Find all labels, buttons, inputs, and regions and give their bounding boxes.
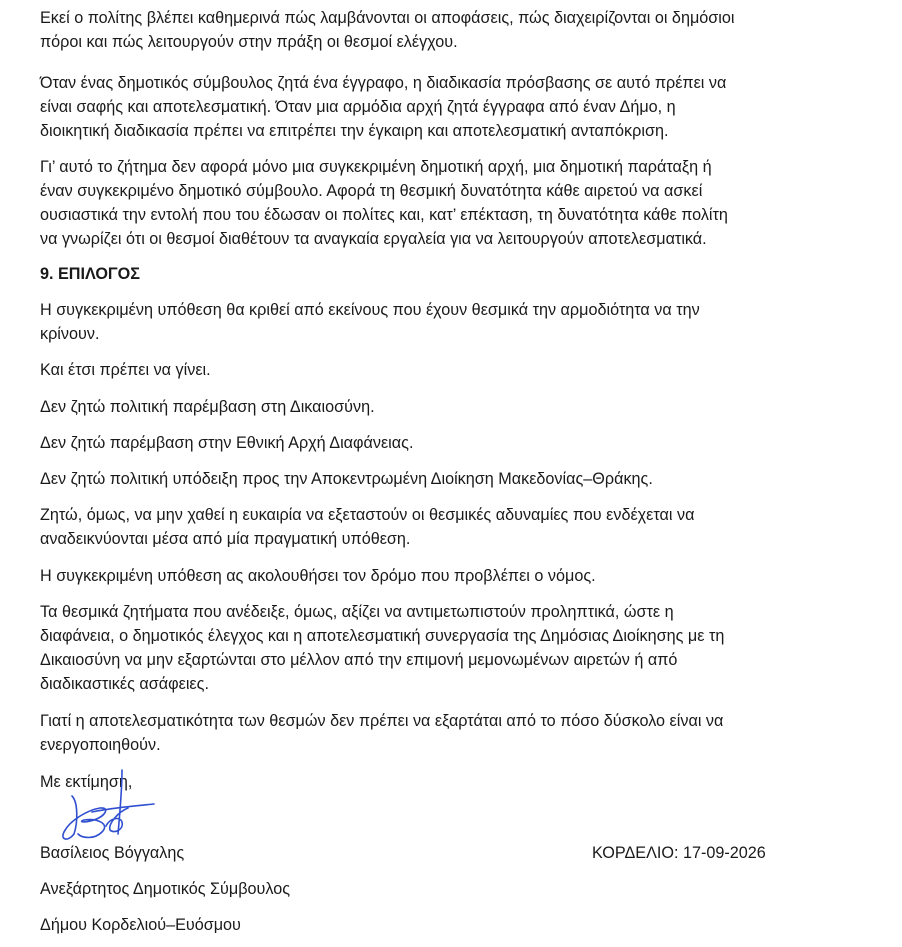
text-line: Εκεί ο πολίτης βλέπει καθημερινά πώς λαμβάνονται οι αποφάσεις, πώς διαχειρίζονται οι δημόσιοι (40, 9, 735, 27)
paragraph-statement (40, 358, 211, 382)
paragraph-statement (40, 467, 653, 491)
paragraph-statement (40, 431, 413, 455)
paragraph-statement (40, 395, 375, 419)
paragraph-institutional-issues (40, 600, 724, 696)
text-line: Ζητώ, όμως, να μην χαθεί η ευκαιρία να εξεταστούν οι θεσμικές αδυναμίες που ενδέχεται να (40, 506, 695, 524)
text-line: Και έτσι πρέπει να γίνει. (40, 361, 211, 379)
signer-municipality: Δήμου Κορδελιού–Ευόσμου (40, 916, 241, 934)
text-line: Τα θεσμικά ζητήματα που ανέδειξε, όμως, αξίζει να αντιμετωπιστούν προληπτικά, ώστε η (40, 603, 674, 621)
section-heading-epilogue: 9. ΕΠΙΛΟΓΟΣ (40, 265, 140, 283)
text-line: Δεν ζητώ παρέμβαση στην Εθνική Αρχή Διαφάνειας. (40, 434, 414, 452)
text-line: αναδεικνύονται μέσα από μία πραγματική υπόθεση. (40, 530, 411, 548)
text-line: Όταν ένας δημοτικός σύμβουλος ζητά ένα έγγραφο, η διαδικασία πρόσβασης σε αυτό πρέπει να (40, 74, 727, 92)
text-line: κρίνουν. (40, 325, 100, 343)
paragraph-conclusion (40, 709, 723, 757)
text-line: ενεργοποιηθούν. (40, 736, 161, 754)
text-line: Γιατί η αποτελεσματικότητα των θεσμών δεν πρέπει να εξαρτάται από το πόσο δύσκολο είναι να (40, 712, 724, 730)
text-line: Η συγκεκριμένη υπόθεση θα κριθεί από εκείνους που έχουν θεσμικά την αρμοδιότητα να την (40, 301, 700, 319)
signer-name: Βασίλειος Βόγγαλης (40, 844, 185, 862)
text-line: έναν συγκεκριμένο δημοτικό σύμβουλο. Αφορά τη θεσμική δυνατότητα κάθε αιρετού να ασκεί (40, 182, 703, 200)
text-line: Γι’ αυτό το ζήτημα δεν αφορά μόνο μια συγκεκριμένη δημοτική αρχή, μια δημοτική παράταξη ή (40, 158, 712, 176)
place-date: ΚΟΡΔΕΛΙΟ: 17-09-2026 (592, 844, 766, 862)
closing-salutation: Με εκτίμηση, (40, 773, 133, 791)
handwritten-signature (48, 762, 158, 846)
text-line: διοικητική διαδικασία πρέπει να επιτρέπει την έγκαιρη και αποτελεσματική ανταπόκριση. (40, 122, 669, 140)
text-line: διαφάνεια, ο δημοτικός έλεγχος και η αποτελεσματική συνεργασία της Δημόσιας Διοίκησης με τη (40, 627, 725, 645)
text-line: Δεν ζητώ πολιτική υπόδειξη προς την Αποκεντρωμένη Διοίκηση Μακεδονίας–Θράκης. (40, 470, 653, 488)
text-line: Δικαιοσύνη να μην εξαρτώνται στο μέλλον από την επιμονή μεμονωμένων αιρετών ή από (40, 651, 678, 669)
paragraph-document-access (40, 71, 726, 143)
text-line: Δεν ζητώ πολιτική παρέμβαση στη Δικαιοσύνη. (40, 398, 375, 416)
paragraph-institutional-capacity (40, 155, 728, 251)
text-line: να γνωρίζει ότι οι θεσμοί διαθέτουν τα αναγκαία εργαλεία για να λειτουργούν αποτελεσματικά. (40, 230, 707, 248)
paragraph-case-judgement (40, 298, 700, 346)
paragraph-citizen-view (40, 6, 734, 54)
paragraph-request (40, 503, 694, 551)
text-line: ουσιαστικά την εντολή που του έδωσαν οι πολίτες και, κατ’ επέκταση, τη δυνατότητα κάθε πολίτη (40, 206, 728, 224)
text-line: διαδικαστικές ασάφειες. (40, 675, 209, 693)
signer-title: Ανεξάρτητος Δημοτικός Σύμβουλος (40, 880, 291, 898)
paragraph-statement (40, 564, 596, 588)
text-line: Η συγκεκριμένη υπόθεση ας ακολουθήσει τον δρόμο που προβλέπει ο νόμος. (40, 567, 596, 585)
text-line: είναι σαφής και αποτελεσματική. Όταν μια αρμόδια αρχή ζητά έγγραφα από έναν Δήμο, η (40, 98, 676, 116)
text-line: πόροι και πώς λειτουργούν στην πράξη οι θεσμοί ελέγχου. (40, 33, 458, 51)
